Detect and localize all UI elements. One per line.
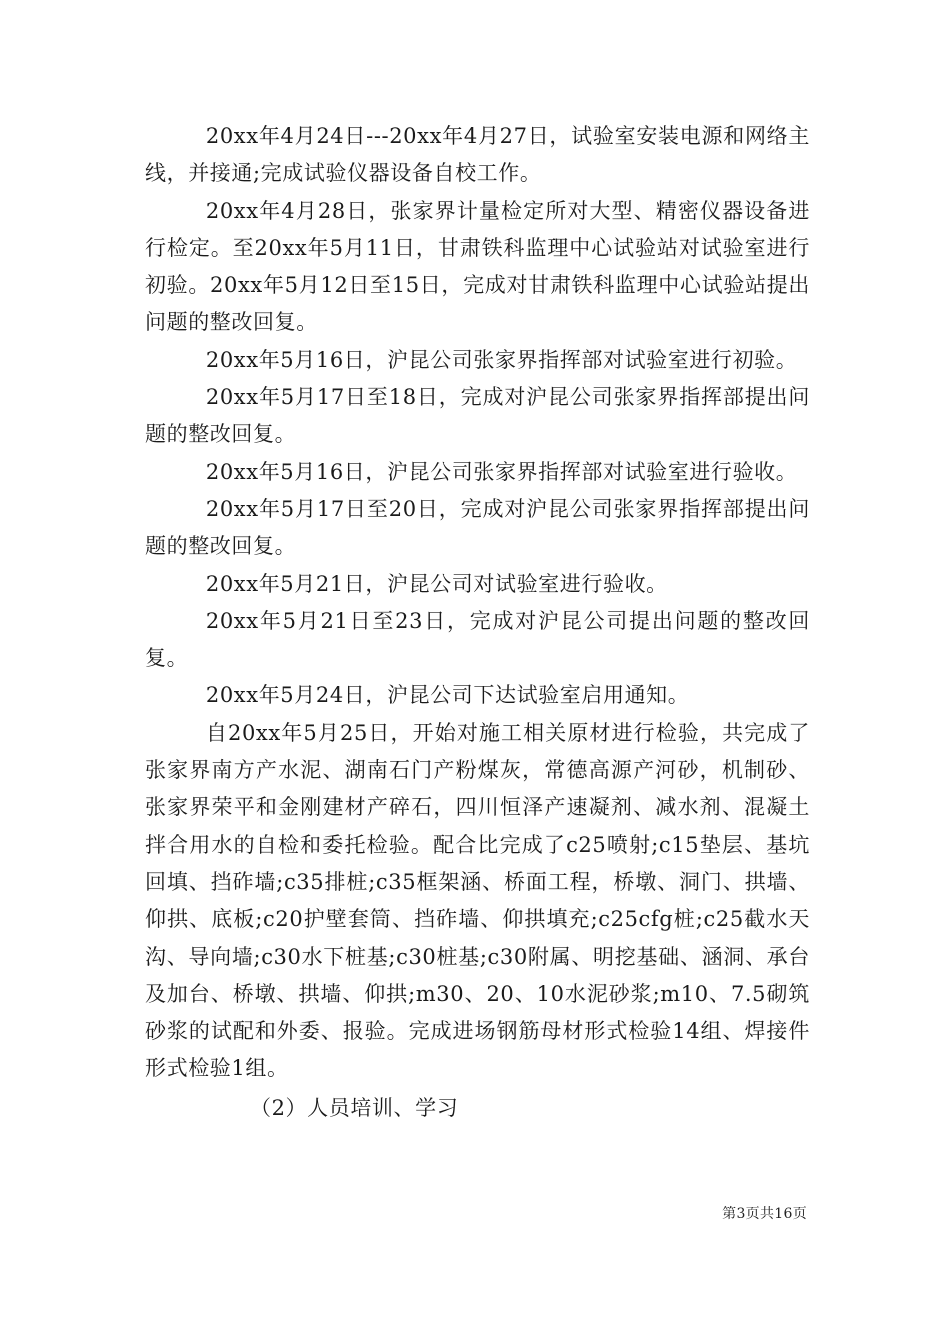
paragraph: 20xx年4月28日，张家界计量检定所对大型、精密仪器设备进行检定。至20xx年5月11日，甘肃铁科监理中心试验站对试验室进行初验。20xx年5月12日至15日，完成对甘肃铁科监理中心试验站提出问题的整改回复。	[145, 198, 810, 335]
paragraph: 20xx年4月24日---20xx年4月27日，试验室安装电源和网络主线，并接通;完成试验仪器设备自校工作。	[145, 124, 810, 186]
paragraph: 20xx年5月16日，沪昆公司张家界指挥部对试验室进行初验。	[205, 347, 798, 372]
paragraph: 20xx年5月17日至20日，完成对沪昆公司张家界指挥部提出问题的整改回复。	[145, 496, 810, 559]
paragraph: 20xx年5月21日至23日，完成对沪昆公司提出问题的整改回复。	[145, 608, 810, 671]
paragraph: 20xx年5月17日至18日，完成对沪昆公司张家界指挥部提出问题的整改回复。	[145, 385, 810, 447]
section-subheading: （2）人员培训、学习	[250, 1095, 459, 1120]
document-body	[145, 118, 810, 1127]
paragraph: 20xx年5月16日，沪昆公司张家界指挥部对试验室进行验收。	[205, 459, 798, 484]
paragraph: 20xx年5月24日，沪昆公司下达试验室启用通知。	[205, 683, 690, 708]
paragraph: 20xx年5月21日，沪昆公司对试验室进行验收。	[205, 571, 668, 596]
paragraph: 自20xx年5月25日，开始对施工相关原材进行检验，共完成了张家界南方产水泥、湖南石门产粉煤灰，常德高源产河砂，机制砂、张家界荣平和金刚建材产碎石，四川恒泽产速凝剂、减水剂、混凝土拌合用水的自检和委托检验。配合比完成了c25喷射;c15垫层、基坑回填、挡砟墙;c35排桩;c35框架涵、桥面工程，桥墩、洞门、拱墙、仰拱、底板;c20护壁套筒、挡砟墙、仰拱填充;c25cfg桩;c25截水天沟、导向墙;c30水下桩基;c30桩基;c30附属、明挖基础、涵洞、承台及加台、桥墩、拱墙、仰拱;m30、20、10水泥砂浆;m10、7.5砌筑砂浆的试配和外委、报验。完成进场钢筋母材形式检验14组、焊接件形式检验1组。	[145, 720, 810, 1081]
page-number-footer: 第3页共16页	[722, 1206, 807, 1222]
